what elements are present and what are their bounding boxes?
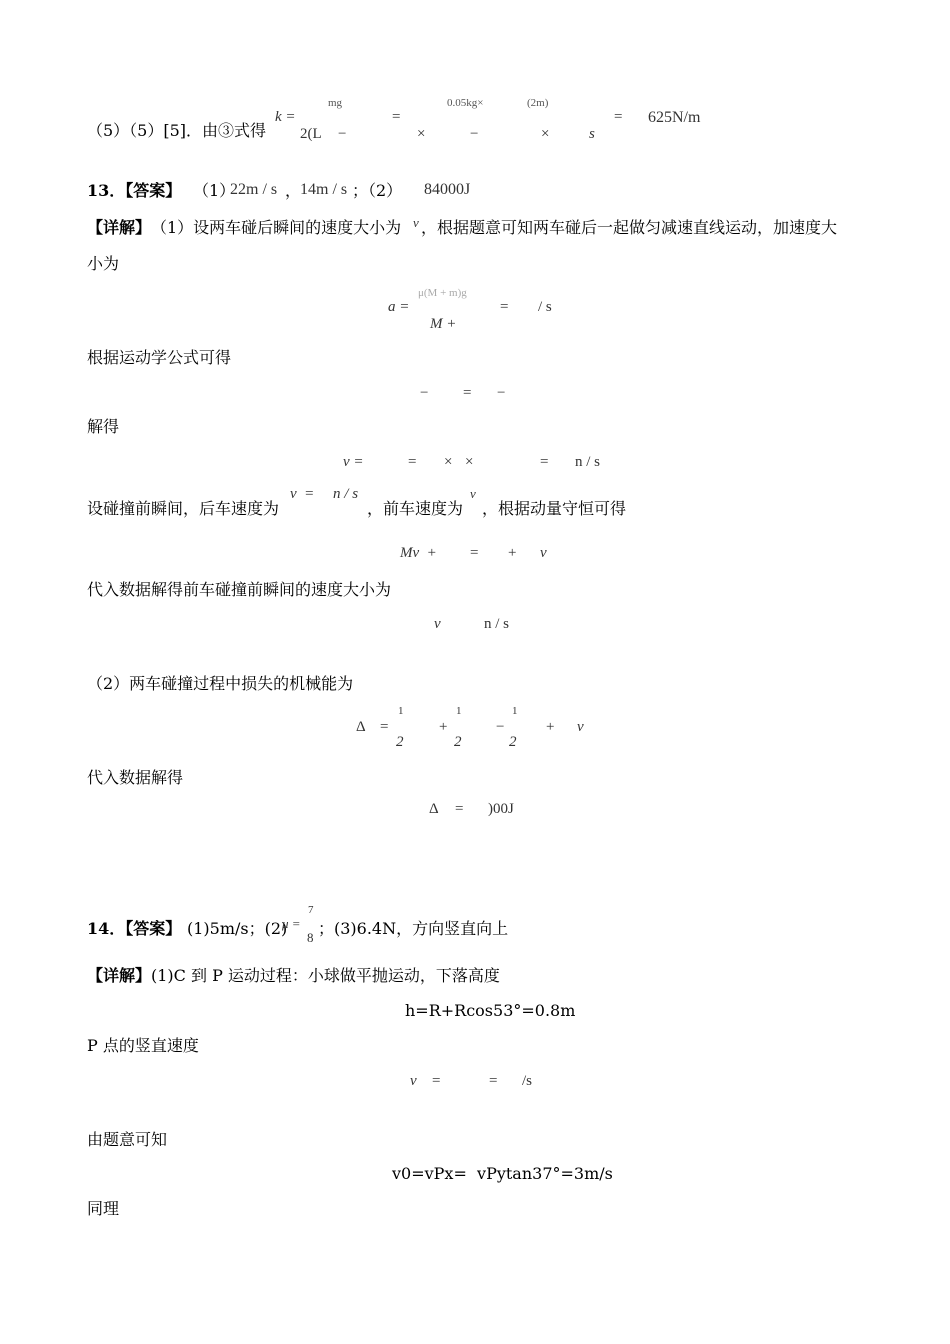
formula-minus-2: −: [470, 126, 479, 142]
eq-kin-m1: −: [420, 385, 429, 401]
q14-detail-label: 【详解】: [87, 966, 152, 985]
eq-de-delta: Δ: [356, 719, 366, 735]
formula-times-1: ×: [417, 126, 426, 142]
formula-k-top: mg: [328, 97, 343, 109]
eq-a-den: M +: [430, 316, 457, 332]
formula-top2: (2m): [527, 97, 549, 109]
q13-solve-label: 解得: [87, 417, 120, 436]
eq-v-lhs: v =: [343, 454, 364, 470]
q14-p-text: P 点的竖直速度: [87, 1036, 199, 1055]
eq-a-unit: / s: [538, 299, 552, 315]
eq-de-one3: 1: [512, 705, 518, 717]
eq-v-unit: n / s: [575, 454, 601, 470]
q14-eq-vy-lhs: v: [410, 1073, 417, 1089]
q13-v1: 22m / s: [230, 181, 278, 198]
q13-detail-text-3: 小为: [87, 254, 120, 273]
q14-a1: (1)5m/s；(2): [187, 919, 288, 938]
q13-head: 13．【答案】: [87, 181, 182, 200]
q13-v2-sym: v: [470, 486, 476, 501]
q13-before-text-3: ，根据动量守恒可得: [482, 499, 627, 518]
q13-part1: （1）: [193, 181, 236, 200]
q13-comma: ，: [285, 181, 302, 200]
q14-eq-vy-eq: =: [432, 1073, 441, 1089]
formula-eq-2: =: [614, 109, 623, 125]
formula-k: k =: [275, 109, 296, 125]
q14-mu: μ =: [282, 916, 301, 931]
q14-detail-text: (1)C 到 P 运动过程：小球做平抛运动，下落高度: [151, 966, 500, 985]
eq-a-lhs: a =: [388, 299, 410, 315]
formula-times-2: ×: [541, 126, 550, 142]
q13-detail-text-1: （1）设两车碰后瞬间的速度大小为: [151, 218, 402, 237]
q13-before-text-2: ，前车速度为: [367, 499, 464, 518]
eq-kin-m2: −: [497, 385, 506, 401]
q14-eq-vy-unit: /s: [522, 1073, 533, 1089]
q14-eq-v0: v0=vPx= vPytan37°=3m/s: [392, 1164, 613, 1183]
eq-de-plus2: +: [546, 719, 555, 735]
q14-eq-h: h=R+Rcos53°=0.8m: [405, 1001, 576, 1020]
q13-before-text-1: 设碰撞前瞬间，后车速度为: [87, 499, 280, 518]
eq-mom-lhs: Mv +: [400, 545, 437, 561]
formula-k-bottom: 2(L: [300, 126, 322, 142]
q14-same: 同理: [87, 1199, 120, 1218]
eq-v-x1: ×: [444, 454, 453, 470]
eq-a-eq: =: [500, 299, 509, 315]
item-5-label: （5）（5）[5]．由③式得: [87, 121, 267, 140]
q14-eq-vy-eq2: =: [489, 1073, 498, 1089]
q13-sub-text2: 代入数据解得: [87, 768, 184, 787]
q13-part2-text: （2）两车碰撞过程中损失的机械能为: [87, 674, 354, 693]
eq-de-val-eq: =: [455, 801, 464, 817]
eq-de-val-val: )00J: [488, 801, 514, 817]
eq-v2-unit: n / s: [484, 616, 510, 632]
q14-head: 14．【答案】: [87, 919, 182, 938]
eq-v-eq: =: [408, 454, 417, 470]
eq-de-val-delta: Δ: [429, 801, 439, 817]
eq-kin-eq: =: [463, 385, 472, 401]
q13-detail-text-2: ，根据题意可知两车碰后一起做匀减速直线运动，加速度大: [421, 218, 838, 237]
q13-kin-label: 根据运动学公式可得: [87, 348, 232, 367]
formula-minus-1: −: [338, 126, 347, 142]
q14-mu-den: 8: [307, 930, 314, 945]
eq-mom-v: v: [540, 545, 547, 561]
q14-from-text: 由题意可知: [87, 1130, 168, 1149]
eq-de-eq: =: [380, 719, 389, 735]
q13-energy: 84000J: [424, 181, 471, 198]
eq-v2-lhs: v: [434, 616, 441, 632]
q13-v2: 14m / s: [300, 181, 348, 198]
eq-de-v: v: [577, 719, 584, 735]
q14-a3: ；(3)6.4N，方向竖直向上: [318, 919, 509, 938]
eq-v-eq2: =: [540, 454, 549, 470]
q13-v1-formula: v = n / s: [290, 486, 359, 502]
eq-v-x2: ×: [465, 454, 474, 470]
q13-detail-label: 【详解】: [87, 218, 152, 237]
eq-mom-plus: +: [508, 545, 517, 561]
formula-eq-1: =: [392, 109, 401, 125]
eq-mom-eq: =: [470, 545, 479, 561]
eq-de-plus1: +: [439, 719, 448, 735]
formula-val-top: 0.05kg×: [447, 97, 484, 109]
eq-de-minus: −: [496, 719, 505, 735]
q13-sub-text: 代入数据解得前车碰撞前瞬间的速度大小为: [87, 580, 392, 599]
formula-s: s: [589, 126, 595, 142]
eq-de-two3: 2: [509, 734, 517, 750]
eq-a-num: μ(M + m)g: [418, 287, 467, 299]
formula-result: 625N/m: [648, 109, 701, 126]
eq-de-two1: 2: [396, 734, 404, 750]
q13-semi: ；（2）: [352, 181, 403, 200]
q13-v-sym: v: [413, 215, 419, 230]
q14-mu-num: 7: [308, 904, 314, 916]
eq-de-two2: 2: [454, 734, 462, 750]
eq-de-one1: 1: [398, 705, 404, 717]
eq-de-one2: 1: [456, 705, 462, 717]
